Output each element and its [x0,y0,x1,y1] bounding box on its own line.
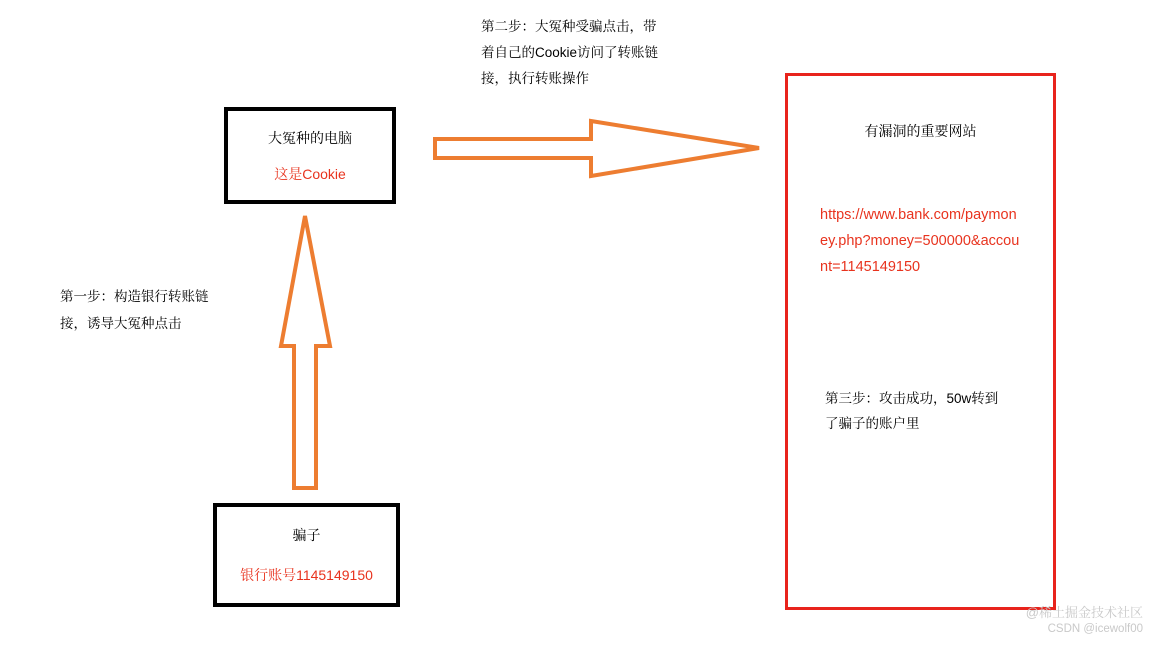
transfer-url-text: https://www.bank.com/paymoney.php?money=500000&account=1145149150 [820,207,1020,275]
vulnerable-site-title: 有漏洞的重要网站 [864,123,977,139]
victim-computer-title: 大冤种的电脑 [268,129,352,146]
watermark-line1: @稀土掘金技术社区 [1025,605,1143,620]
arrow-right-icon [433,117,761,180]
victim-cookie-label: 这是Cookie [274,165,346,182]
arrow-up-icon [276,213,336,491]
scammer-box [213,503,400,607]
scammer-title: 骗子 [292,527,321,543]
step1-description: 第一步：构造银行转账链接，诱导大冤种点击 [60,289,209,331]
scammer-account-label: 银行账号1145149150 [240,567,373,583]
watermark [1026,604,1143,638]
step3-description: 第三步：攻击成功，50w转到了骗子的账户里 [825,391,999,431]
step2-description: 第二步：大冤种受骗点击，带着自己的Cookie访问了转账链接，执行转账操作 [481,19,659,86]
vulnerable-site-box [785,73,1056,610]
victim-computer-box [224,107,396,204]
watermark-line2: CSDN @icewolf00 [1047,623,1143,635]
